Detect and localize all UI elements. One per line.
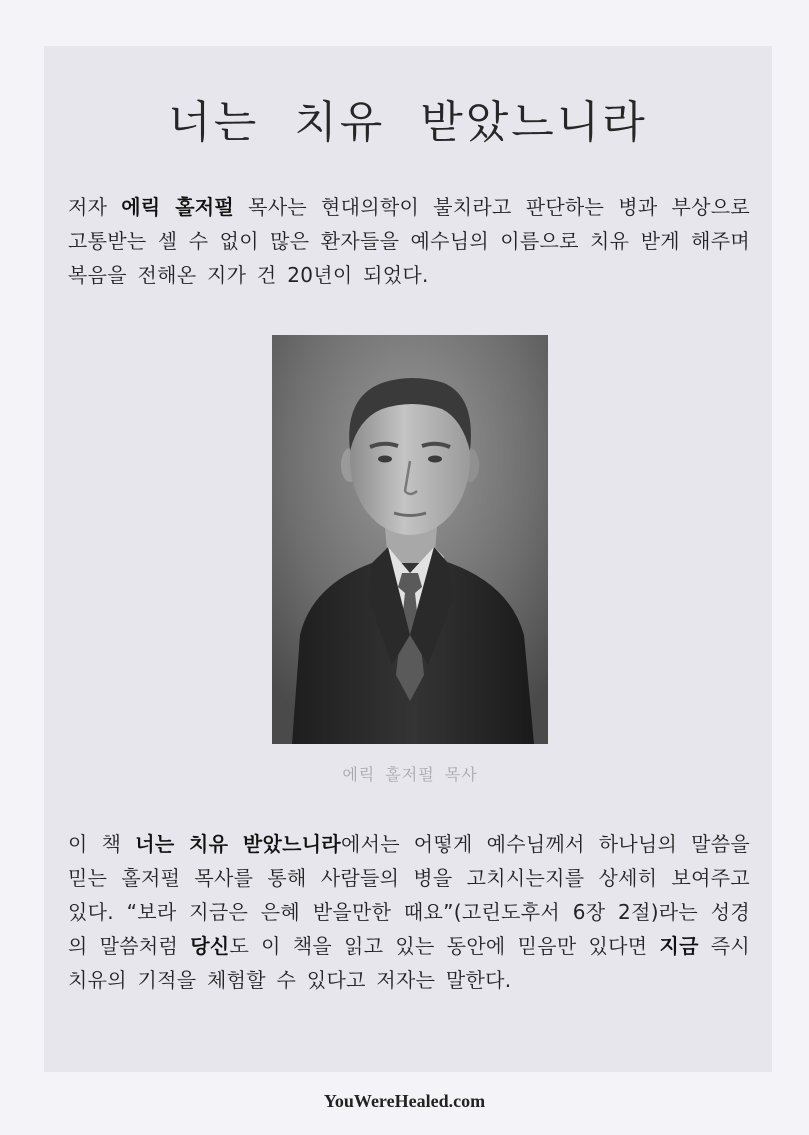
body-text-1: 이 책	[68, 832, 136, 856]
intro-text-1: 저자	[68, 195, 122, 219]
book-title: 너는 치유 받았느니라	[135, 832, 341, 856]
author-photo	[272, 335, 548, 744]
emphasis-you: 당신	[190, 934, 230, 958]
emphasis-now: 지금	[659, 934, 699, 958]
intro-text-2: 목사는 현대의학이 불치라고 판단하는 병과 부상으로 고통받는 셀 수 없이 많은 환자들을 예수님의 이름으로 치유 받게 해주며 복음을 전해온 지가 건 20년이 되었다.	[68, 195, 750, 287]
body-text-4: 즉시 치유의 기적을 체험할 수 있다고 저자는 말한다.	[68, 934, 750, 992]
body-paragraph	[68, 827, 750, 997]
intro-paragraph	[68, 190, 750, 292]
portrait-image	[272, 335, 548, 744]
photo-caption: 에릭 홀저펄 목사	[342, 765, 478, 784]
page-title: 너는 치유 받았느니라	[168, 97, 648, 148]
author-name: 에릭 홀저펄	[121, 195, 235, 219]
body-text-3: 도 이 책을 읽고 있는 동안에 믿음만 있다면	[229, 934, 660, 958]
body-text-2: 에서는 어떻게 예수님께서 하나님의 말씀을 믿는 홀저펄 목사를 통해 사람들의 병을 고치시는지를 상세히 보여주고 있다. “보라 지금은 은혜 받을만한 때요”(고린도후서 6장 2절)라는 성경의 말씀처럼	[68, 832, 751, 958]
website-link[interactable]: YouWereHealed.com	[323, 1091, 486, 1111]
